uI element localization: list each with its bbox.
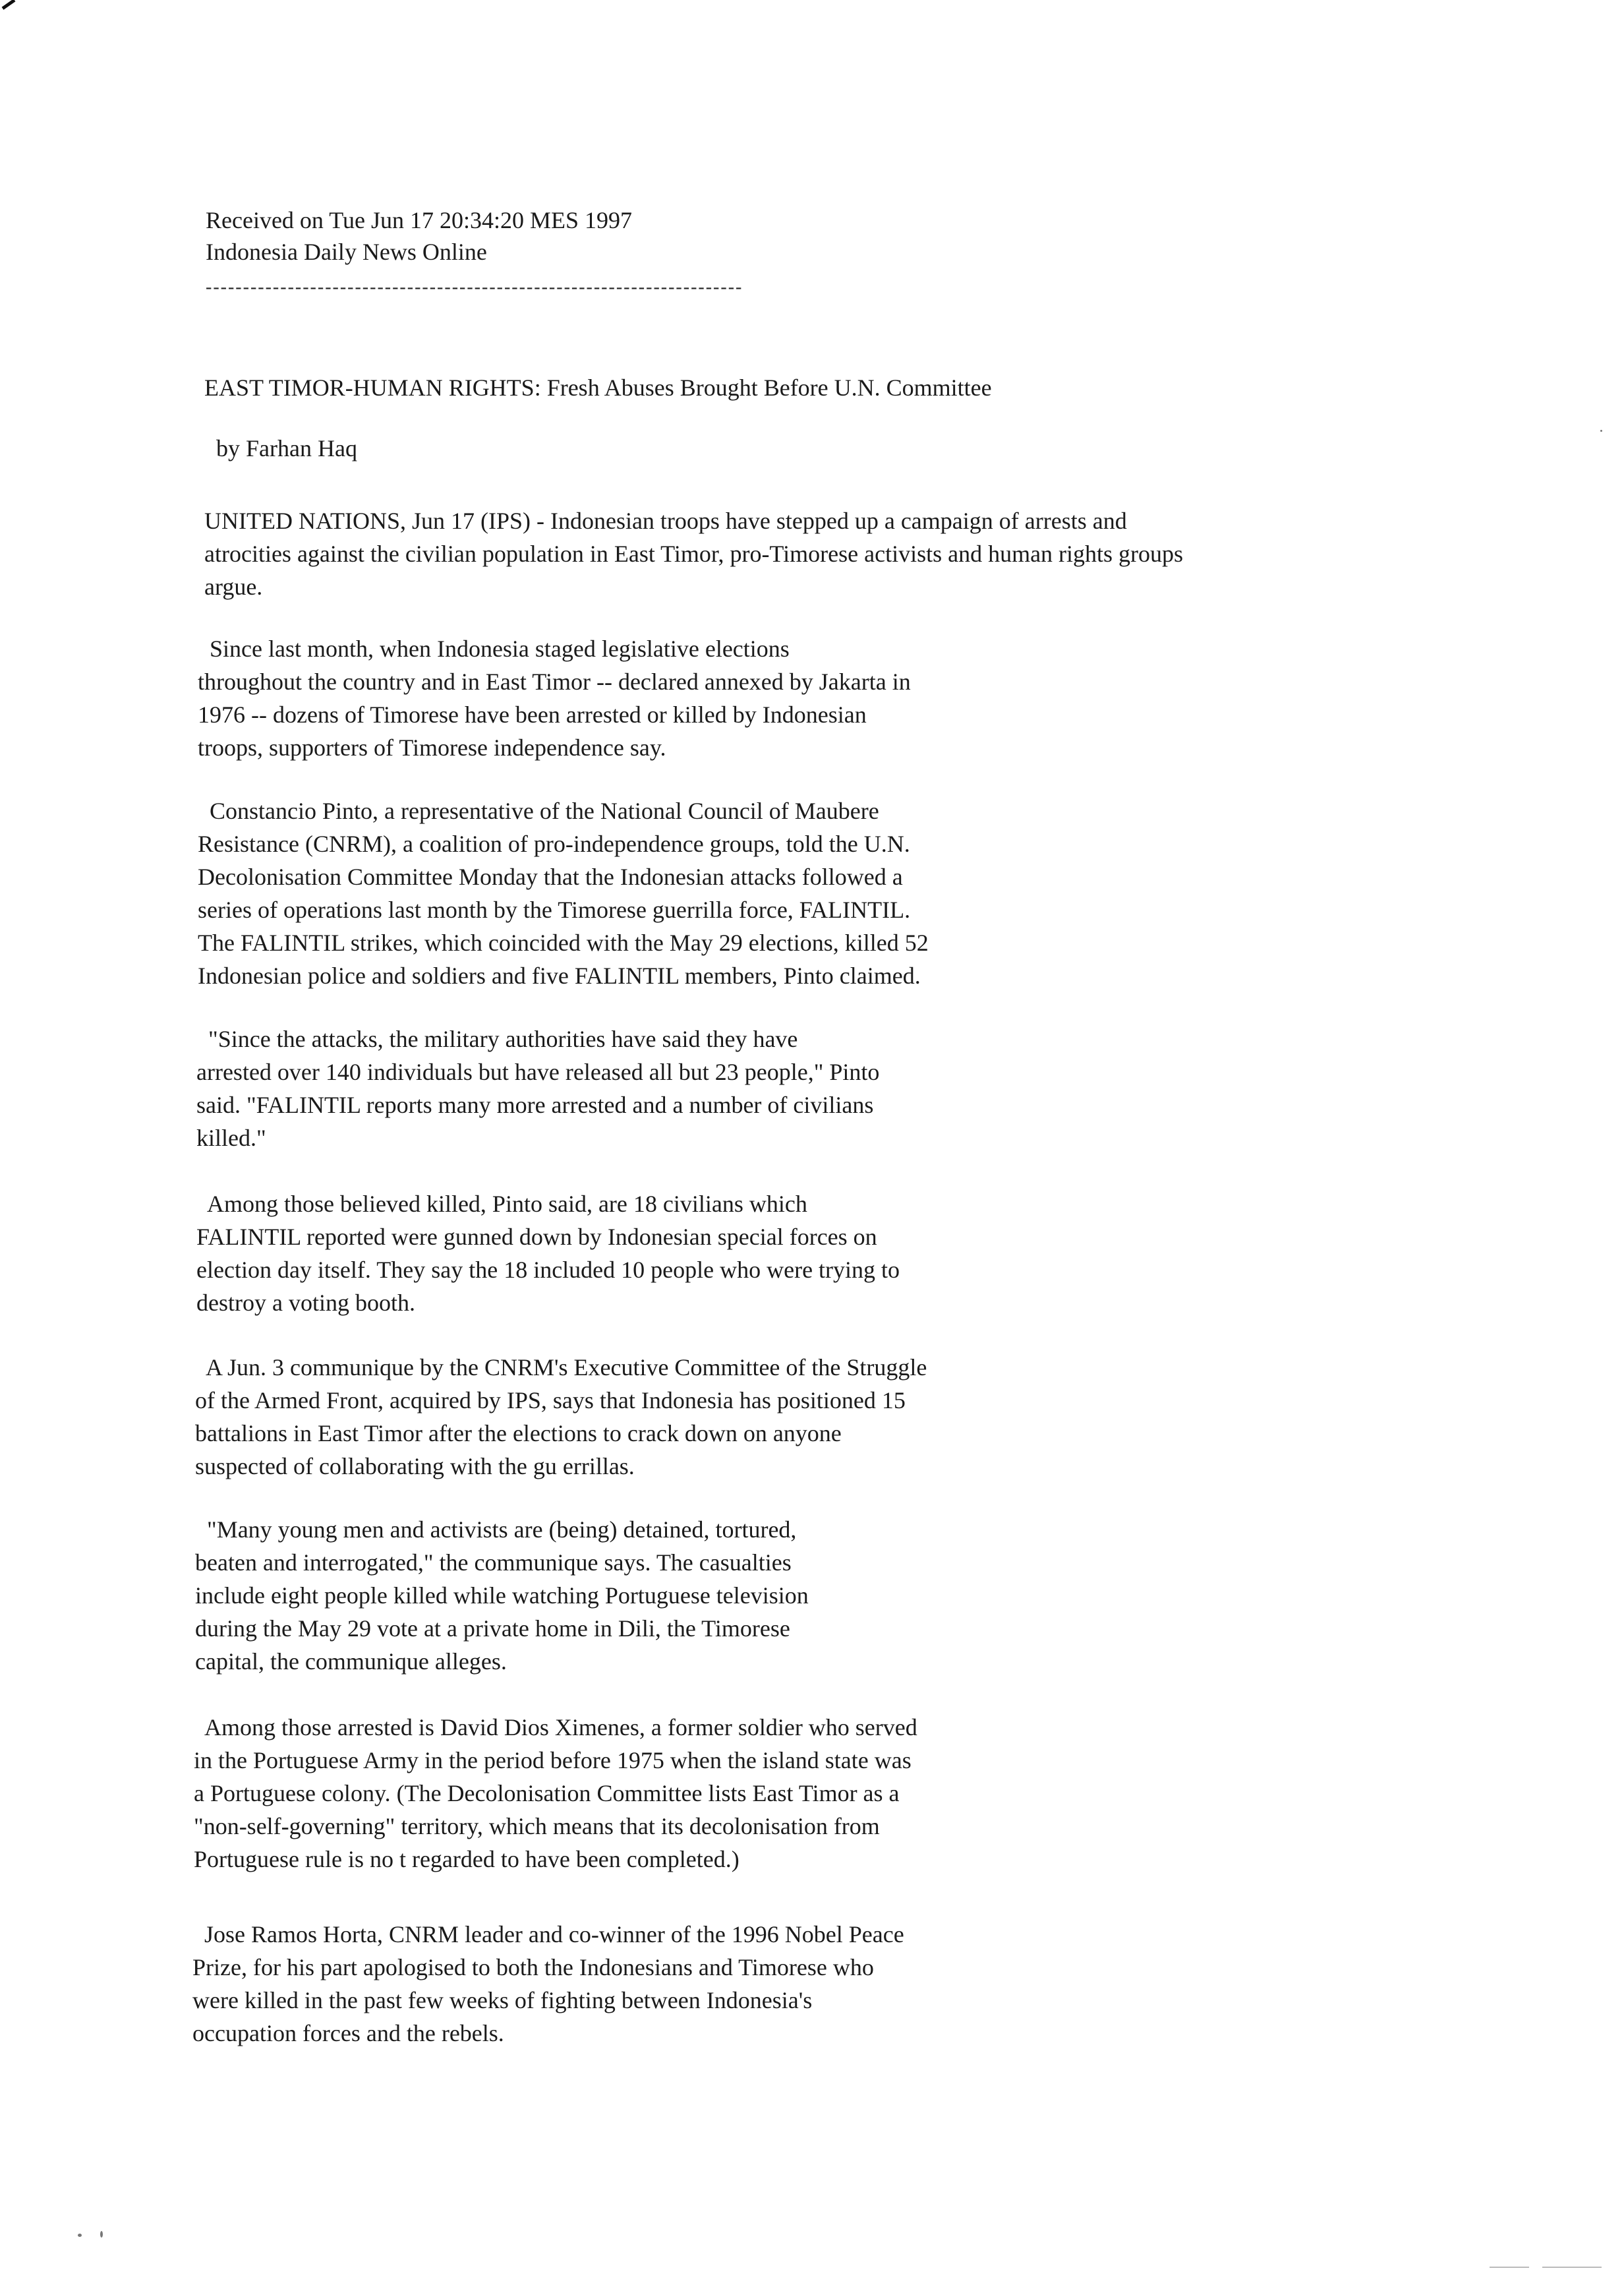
paragraph-line: in the Portuguese Army in the period before 1975 when the island state was <box>194 1747 912 1773</box>
byline: by Farhan Haq <box>204 435 357 461</box>
paragraph-line: a Portuguese colony. (The Decolonisation Committee lists East Timor as a <box>194 1780 900 1806</box>
paragraph-line: series of operations last month by the Timorese guerrilla force, FALINTIL. <box>198 897 911 923</box>
paragraph-line: The FALINTIL strikes, which coincided with the May 29 elections, killed 52 <box>198 930 929 956</box>
received-line: Received on Tue Jun 17 20:34:20 MES 1997 <box>206 207 633 233</box>
paragraph-line: Indonesian police and soldiers and five FALINTIL members, Pinto claimed. <box>198 963 921 989</box>
paragraph-line: election day itself. They say the 18 included 10 people who were trying to <box>196 1257 900 1283</box>
paragraph-line: suspected of collaborating with the gu errillas. <box>195 1453 635 1479</box>
scan-speck <box>1490 2267 1529 2268</box>
paragraph-line: Among those believed killed, Pinto said, are 18 civilians which <box>196 1191 807 1217</box>
paragraph-line: beaten and interrogated," the communique says. The casualties <box>195 1549 792 1576</box>
paragraph-line: argue. <box>204 574 263 600</box>
paragraph-line: FALINTIL reported were gunned down by Indonesian special forces on <box>196 1224 877 1250</box>
paragraph-line: battalions in East Timor after the elections to crack down on anyone <box>195 1420 842 1446</box>
paragraph-line: A Jun. 3 communique by the CNRM's Executive Committee of the Struggle <box>195 1354 927 1381</box>
source-line: Indonesia Daily News Online <box>206 239 487 265</box>
corner-scan-mark <box>2 0 16 10</box>
paragraph-line: "Many young men and activists are (being) detained, tortured, <box>195 1516 797 1543</box>
paragraph-line: killed." <box>196 1125 266 1151</box>
paragraph-line: UNITED NATIONS, Jun 17 (IPS) - Indonesian troops have stepped up a campaign of arrests and <box>204 508 1127 534</box>
paragraph-line: 1976 -- dozens of Timorese have been arrested or killed by Indonesian <box>198 701 867 728</box>
paragraph-line: Portuguese rule is no t regarded to have been completed.) <box>194 1846 740 1872</box>
paragraph-line: arrested over 140 individuals but have released all but 23 people," Pinto <box>196 1059 880 1085</box>
paragraph-line: "Since the attacks, the military authorities have said they have <box>196 1026 798 1052</box>
headline: EAST TIMOR-HUMAN RIGHTS: Fresh Abuses Brought Before U.N. Committee <box>204 374 992 401</box>
paragraph-line: destroy a voting booth. <box>196 1290 415 1316</box>
paragraph-line: were killed in the past few weeks of fighting between Indonesia's <box>192 1987 813 2013</box>
paragraph-line: Constancio Pinto, a representative of the National Council of Maubere <box>198 798 879 824</box>
header-divider: ------------------------------------------------------------------------ <box>206 277 743 297</box>
paragraph-line: capital, the communique alleges. <box>195 1648 507 1675</box>
scan-speck <box>1600 430 1602 432</box>
scan-speck <box>78 2234 82 2237</box>
paragraph-line: throughout the country and in East Timor -- declared annexed by Jakarta in <box>198 669 911 695</box>
paragraph-line: during the May 29 vote at a private home in Dili, the Timorese <box>195 1615 790 1642</box>
scan-speck <box>1542 2267 1602 2268</box>
paragraph-line: Jose Ramos Horta, CNRM leader and co-winner of the 1996 Nobel Peace <box>192 1921 904 1947</box>
paragraph-line: Decolonisation Committee Monday that the Indonesian attacks followed a <box>198 864 903 890</box>
paragraph-line: Since last month, when Indonesia staged legislative elections <box>198 636 790 662</box>
paragraph-line: "non-self-governing" territory, which means that its decolonisation from <box>194 1813 880 1839</box>
scan-speck <box>100 2231 103 2238</box>
paragraph-line: Resistance (CNRM), a coalition of pro-independence groups, told the U.N. <box>198 831 910 857</box>
paragraph-line: occupation forces and the rebels. <box>192 2020 504 2046</box>
paragraph-line: Prize, for his part apologised to both the Indonesians and Timorese who <box>192 1954 874 1980</box>
paragraph-line: of the Armed Front, acquired by IPS, says that Indonesia has positioned 15 <box>195 1387 906 1413</box>
paragraph-line: troops, supporters of Timorese independence say. <box>198 734 666 761</box>
paragraph-line: atrocities against the civilian population in East Timor, pro-Timorese activists and human rights groups <box>204 541 1184 567</box>
paragraph-line: Among those arrested is David Dios Ximenes, a former soldier who served <box>194 1714 917 1740</box>
paragraph-line: include eight people killed while watching Portuguese television <box>195 1582 809 1609</box>
paragraph-line: said. "FALINTIL reports many more arrested and a number of civilians <box>196 1092 874 1118</box>
